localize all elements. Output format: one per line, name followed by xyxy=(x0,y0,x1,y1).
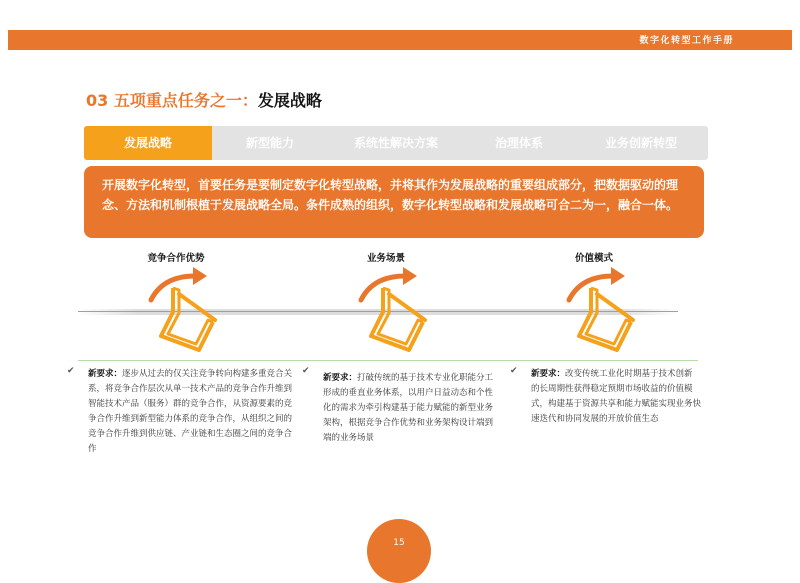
growth-arrow-icon xyxy=(561,264,671,354)
check-icon: ✔ xyxy=(302,366,310,376)
tab-business-innovation[interactable]: 业务创新转型 xyxy=(604,136,677,150)
growth-arrow-icon xyxy=(143,264,253,354)
requirement-label: 新要求： xyxy=(323,373,358,383)
requirement-text: 改变传统工业化时期基于技术创新的长周期性获得稳定预期市场收益的价值模式，构建基于资源共享和能力赋能实现业务快速迭代和协同发展的开放价值生态 xyxy=(531,369,702,424)
requirement-text: 逐步从过去的仅关注竞争转向构建多重竞合关系，将竞争合作层次从单一技术产品的竞争合作升维到智能技术产品（服务）群的竞争合作，从资源要素的竞争合作升维到新型能力体系的竞争合作，从组织之间的竞争合作升维到供应链、产业链和生态圈之间的竞争合作 xyxy=(88,369,293,454)
requirement-business-scene xyxy=(323,371,499,446)
intro-text: 开展数字化转型，首要任务是要制定数字化转型战略，并将其作为发展战略的重要组成部分，把数据驱动的理念、方法和机制根植于发展战略全局。条件成熟的组织，数字化转型战略和发展战略可合二为一，融合一体。 xyxy=(102,178,679,212)
diagram-divider xyxy=(78,360,698,361)
page-number-badge xyxy=(367,519,431,583)
diagram-label-business-scene: 业务场景 xyxy=(366,253,405,264)
requirement-text: 打破传统的基于技术专业化职能分工形成的垂直业务体系，以用户日益动态和个性化的需求为牵引构建基于能力赋能的新型业务架构，根据竞争合作优势和业务架构设计端到端的业务场景 xyxy=(323,373,494,443)
growth-arrow-icon xyxy=(353,264,463,354)
section-number: 03 五项重点任务之一 xyxy=(86,91,242,110)
requirement-label: 新要求： xyxy=(88,369,123,379)
check-icon: ✔ xyxy=(510,366,518,376)
tab-development-strategy[interactable]: 发展战略 xyxy=(84,126,212,160)
page-number: 15 xyxy=(393,538,405,548)
requirement-competition xyxy=(88,367,296,457)
tab-new-capability[interactable]: 新型能力 xyxy=(245,136,294,150)
title-separator: ： xyxy=(241,91,258,110)
section-topic: 发展战略 xyxy=(257,91,322,110)
tab-governance-system[interactable]: 治理体系 xyxy=(494,136,543,150)
requirement-value-mode xyxy=(531,367,701,427)
strategy-diagram xyxy=(78,240,698,370)
header-bar xyxy=(8,30,792,50)
intro-box xyxy=(84,166,704,238)
tab-system-solution[interactable]: 系统性解决方案 xyxy=(353,136,438,150)
check-icon: ✔ xyxy=(67,366,75,376)
requirement-label: 新要求： xyxy=(531,369,566,379)
diagram-label-competition: 竞争合作优势 xyxy=(147,253,205,264)
diagram-label-value-mode: 价值模式 xyxy=(574,253,613,264)
task-tab-bar xyxy=(84,126,708,160)
document-title: 数字化转型工作手册 xyxy=(639,36,734,46)
page-title xyxy=(86,88,322,111)
